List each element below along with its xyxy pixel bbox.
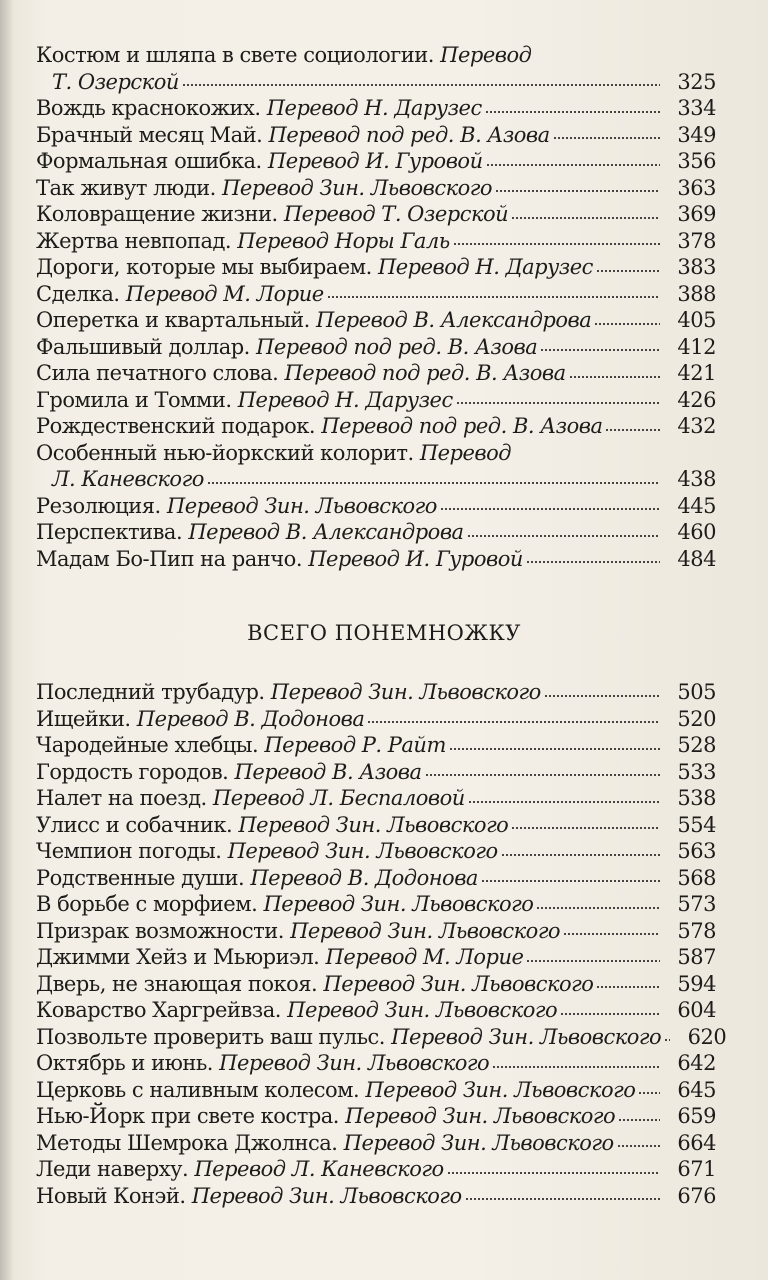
entry-translator: Перевод Зин. Львовского <box>290 918 561 943</box>
entry-page: 334 <box>677 96 716 120</box>
toc-entry <box>36 785 716 812</box>
entry-page: 405 <box>677 308 716 332</box>
entry-title: Жертва невпопад. <box>36 228 232 253</box>
dot-leader <box>526 559 660 565</box>
toc-entry <box>36 413 716 440</box>
entry-page: 421 <box>677 361 716 385</box>
entry-title: Вождь краснокожих. <box>36 96 261 120</box>
entry-title: Мадам Бо-Пип на ранчо. <box>36 546 302 571</box>
entry-translator: Перевод Л. Каневского <box>194 1157 444 1181</box>
entry-translator: Перевод Н. Дарузес <box>237 387 453 412</box>
toc-entry <box>36 1103 716 1130</box>
dot-leader <box>511 215 660 221</box>
entry-title: Леди наверху. <box>36 1157 189 1181</box>
entry-translator: Перевод В. Додонова <box>136 706 365 731</box>
entry-page: 528 <box>677 733 716 757</box>
toc-entry <box>36 307 716 334</box>
entry-translator: Перевод Зин. Львовского <box>191 1183 462 1208</box>
toc-entry <box>36 706 716 733</box>
dot-leader <box>569 374 660 380</box>
toc-entry <box>36 812 716 839</box>
toc-entry <box>36 759 716 786</box>
entry-translator: Перевод Зин. Львовского <box>222 175 493 200</box>
toc-entry <box>36 679 716 706</box>
dot-leader <box>182 82 660 88</box>
entry-translator: Перевод Р. Райт <box>264 733 446 757</box>
entry-translator: Перевод В. Додонова <box>250 865 478 890</box>
entry-translator: Перевод Зин. Львовского <box>343 1130 614 1155</box>
entry-title: Рождественский подарок. <box>36 414 316 438</box>
toc-entry <box>36 42 716 95</box>
dot-leader <box>526 958 660 964</box>
toc-section-2 <box>36 679 727 1209</box>
dot-leader <box>563 931 660 937</box>
entry-title: Сделка. <box>36 281 120 306</box>
dot-leader <box>467 533 660 539</box>
dot-leader <box>594 321 660 327</box>
dot-leader <box>481 878 660 884</box>
entry-page: 363 <box>677 175 716 200</box>
dot-leader <box>207 480 660 486</box>
entry-translator: Перевод под ред. В. Азова <box>268 122 550 147</box>
section-heading: ВСЕГО ПОНЕМНОЖКУ <box>247 621 521 645</box>
dot-leader <box>536 905 660 911</box>
entry-page: 538 <box>677 786 716 810</box>
dot-leader <box>425 772 660 778</box>
entry-translator: Перевод Зин. Львовского <box>270 680 541 704</box>
entry-translator: Перевод Зин. Львовского <box>227 839 498 863</box>
toc-entry <box>36 1024 727 1051</box>
entry-title: Фальшивый доллар. <box>36 334 250 359</box>
entry-title: Налет на поезд. <box>36 786 207 810</box>
dot-leader <box>492 1064 660 1070</box>
entry-page: 568 <box>677 865 716 890</box>
entry-title: Чемпион погоды. <box>36 839 222 863</box>
entry-translator: Перевод М. Лорие <box>125 281 324 306</box>
entry-page: 659 <box>677 1104 716 1128</box>
entry-translator: Перевод Зин. Львовского <box>391 1024 662 1049</box>
toc-entry <box>36 334 716 361</box>
dot-leader <box>440 506 660 512</box>
entry-title: Перспектива. <box>36 520 183 544</box>
entry-title: Позвольте проверить ваш пульс. <box>36 1024 385 1049</box>
entry-page: 645 <box>677 1077 716 1102</box>
entry-translator: Перевод В. Азова <box>234 759 422 784</box>
entry-title: Нью-Йорк при свете костра. <box>36 1104 339 1128</box>
entry-page: 573 <box>677 892 716 916</box>
dot-leader <box>327 294 660 300</box>
entry-page: 664 <box>677 1130 716 1155</box>
dot-leader <box>468 799 660 805</box>
entry-title: Дороги, которые мы выбираем. <box>36 255 372 279</box>
entry-title: Дверь, не знающая покоя. <box>36 971 318 996</box>
toc-entry <box>36 918 716 945</box>
dot-leader <box>664 1037 670 1043</box>
entry-title: Громила и Томми. <box>36 387 232 412</box>
entry-page: 378 <box>677 228 716 253</box>
entry-title: В борьбе с морфием. <box>36 892 258 916</box>
entry-page: 642 <box>677 1051 716 1075</box>
dot-leader <box>617 1143 660 1149</box>
entry-title: Формальная ошибка. <box>36 149 262 173</box>
entry-title: Так живут люди. <box>36 175 216 200</box>
toc-entry <box>36 175 716 202</box>
toc-entry <box>36 254 716 281</box>
toc-entry <box>36 944 716 971</box>
entry-title: Ищейки. <box>36 706 131 731</box>
entry-page: 412 <box>677 334 716 359</box>
toc-entry <box>36 1130 716 1157</box>
dot-leader <box>449 746 660 752</box>
dot-leader <box>495 188 660 194</box>
entry-translator: Перевод под ред. В. Азова <box>256 334 538 359</box>
toc-entry <box>36 148 716 175</box>
entry-translator-cont: Т. Озерской <box>52 69 179 94</box>
entry-page: 604 <box>677 998 716 1022</box>
entry-translator: Перевод Зин. Львовского <box>238 812 509 837</box>
entry-title: Методы Шемрока Джолнса. <box>36 1130 338 1155</box>
entry-page: 438 <box>677 467 716 491</box>
dot-leader <box>544 693 660 699</box>
toc-entry <box>36 1156 716 1183</box>
entry-page: 426 <box>677 387 716 412</box>
dot-leader <box>486 162 660 168</box>
entry-translator: Перевод В. Александрова <box>316 308 592 332</box>
toc-entry <box>36 1050 716 1077</box>
toc-entry <box>36 997 716 1024</box>
entry-title: Новый Конэй. <box>36 1183 186 1208</box>
toc-entry <box>36 971 716 998</box>
entry-page: 388 <box>677 281 716 306</box>
entry-page: 563 <box>677 839 716 863</box>
entry-title: Улисс и собачник. <box>36 812 233 837</box>
entry-translator: Перевод под ред. В. Азова <box>284 361 566 385</box>
entry-page: 349 <box>677 122 716 147</box>
dot-leader <box>596 984 660 990</box>
entry-translator: Перевод И. Гуровой <box>267 149 483 173</box>
dot-leader <box>453 241 660 247</box>
entry-page: 484 <box>677 546 716 571</box>
entry-translator-cont: Л. Каневского <box>52 467 204 491</box>
entry-title: Сила печатного слова. <box>36 361 279 385</box>
toc-entry <box>36 493 716 520</box>
entry-page: 383 <box>677 255 716 279</box>
entry-translator: Перевод <box>419 440 512 465</box>
entry-title: Костюм и шляпа в свете социологии. <box>36 43 434 67</box>
entry-title: Джимми Хейз и Мьюриэл. <box>36 945 320 969</box>
entry-title: Коварство Харгрейвза. <box>36 998 281 1022</box>
toc-entry <box>36 838 716 865</box>
entry-page: 369 <box>677 202 716 226</box>
dot-leader <box>540 347 660 353</box>
entry-page: 578 <box>677 918 716 943</box>
entry-page: 587 <box>677 945 716 969</box>
entry-page: 533 <box>677 759 716 784</box>
toc-entry <box>36 865 716 892</box>
toc-entry <box>36 95 716 122</box>
entry-translator: Перевод Зин. Львовского <box>323 971 594 996</box>
dot-leader <box>638 1090 660 1096</box>
toc-entry <box>36 891 716 918</box>
dot-leader <box>553 135 660 141</box>
entry-page: 520 <box>677 706 716 731</box>
entry-translator: Перевод В. Александрова <box>188 520 464 544</box>
entry-page: 620 <box>687 1024 727 1049</box>
entry-translator: Перевод Зин. Львовского <box>287 998 558 1022</box>
dot-leader <box>605 427 660 433</box>
entry-page: 594 <box>677 971 716 996</box>
entry-translator: Перевод <box>440 43 532 67</box>
entry-translator: Перевод под ред. В. Азова <box>321 414 603 438</box>
toc-entry <box>36 122 716 149</box>
entry-translator: Перевод Л. Беспаловой <box>212 786 465 810</box>
toc-entry <box>36 732 716 759</box>
dot-leader <box>596 268 660 274</box>
entry-title: Призрак возможности. <box>36 918 284 943</box>
toc-entry <box>36 519 716 546</box>
entry-page: 554 <box>677 812 716 837</box>
entry-page: 505 <box>677 680 716 704</box>
toc-entry <box>36 1077 716 1104</box>
entry-page: 460 <box>677 520 716 544</box>
toc-entry <box>36 440 716 493</box>
entry-title: Чародейные хлебцы. <box>36 733 259 757</box>
dot-leader <box>367 719 660 725</box>
entry-translator: Перевод И. Гуровой <box>308 546 523 571</box>
toc-entry <box>36 201 716 228</box>
entry-page: 432 <box>677 414 716 438</box>
entry-translator: Перевод Зин. Львовского <box>166 493 437 518</box>
entry-translator: Перевод Зин. Львовского <box>345 1104 616 1128</box>
toc-entry <box>36 387 716 414</box>
entry-translator: Перевод Норы Галь <box>237 228 450 253</box>
entry-translator: Перевод Т. Озерской <box>283 202 509 226</box>
entry-title: Церковь с наливным колесом. <box>36 1077 360 1102</box>
dot-leader <box>485 109 660 115</box>
toc-entry <box>36 228 716 255</box>
dot-leader <box>501 852 660 858</box>
toc-entry <box>36 360 716 387</box>
toc-entry <box>36 1183 716 1210</box>
entry-translator: Перевод Зин. Львовского <box>365 1077 636 1102</box>
entry-page: 671 <box>677 1157 716 1181</box>
entry-title: Оперетка и квартальный. <box>36 308 310 332</box>
dot-leader <box>465 1196 660 1202</box>
dot-leader <box>560 1011 660 1017</box>
entry-page: 356 <box>677 149 716 173</box>
entry-translator: Перевод М. Лорие <box>325 945 524 969</box>
entry-translator: Перевод Зин. Львовского <box>219 1051 490 1075</box>
dot-leader <box>447 1170 660 1176</box>
entry-title: Коловращение жизни. <box>36 202 278 226</box>
entry-title: Резолюция. <box>36 493 161 518</box>
entry-title: Особенный нью-йоркский колорит. <box>36 440 414 465</box>
entry-page: 676 <box>677 1183 716 1208</box>
toc-section-1 <box>36 42 716 572</box>
dot-leader <box>511 825 660 831</box>
entry-title: Брачный месяц Май. <box>36 122 263 147</box>
entry-translator: Перевод Н. Дарузес <box>377 255 593 279</box>
entry-translator: Перевод Зин. Львовского <box>263 892 534 916</box>
entry-title: Гордость городов. <box>36 759 229 784</box>
dot-leader <box>456 400 660 406</box>
entry-title: Октябрь и июнь. <box>36 1051 213 1075</box>
dot-leader <box>618 1117 660 1123</box>
entry-translator: Перевод Н. Дарузес <box>266 96 482 120</box>
toc-entry <box>36 281 716 308</box>
entry-title: Последний трубадур. <box>36 680 265 704</box>
toc-entry <box>36 546 716 573</box>
entry-page: 445 <box>677 493 716 518</box>
entry-page: 325 <box>677 69 716 94</box>
entry-title: Родственные души. <box>36 865 245 890</box>
